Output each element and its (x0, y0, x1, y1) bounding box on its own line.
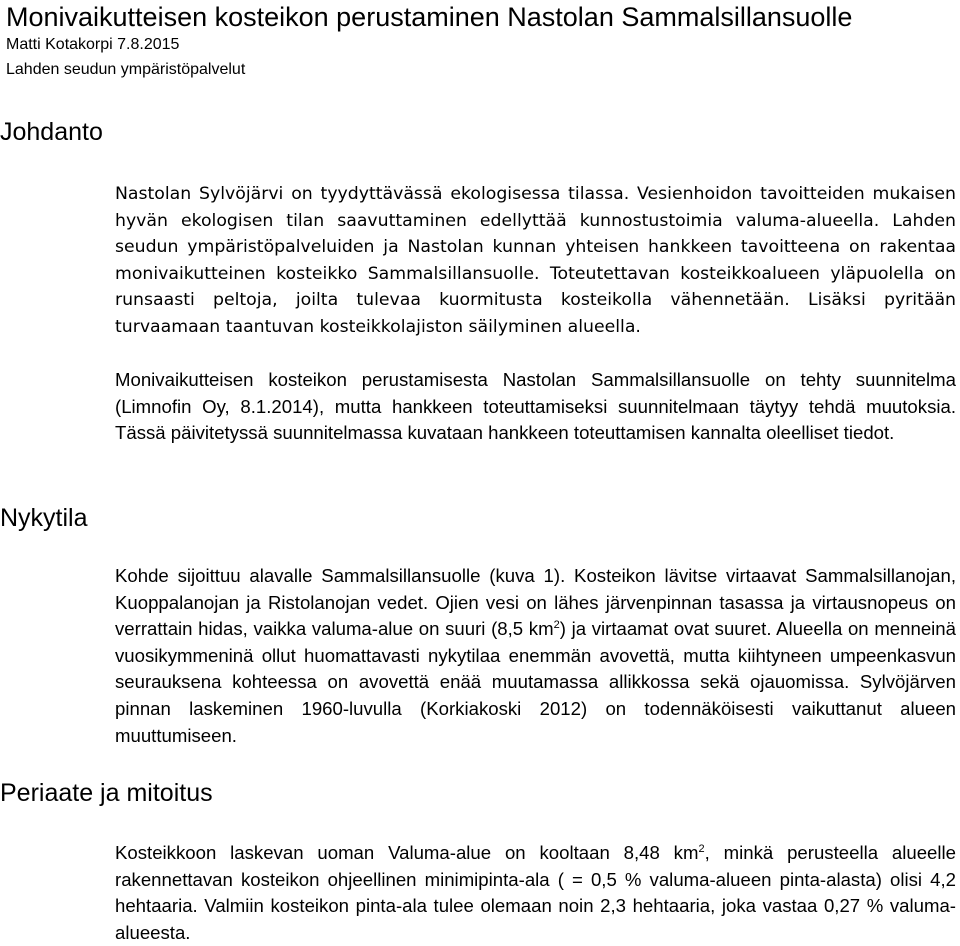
nykytila-text-b: ) ja virtaamat ovat suuret. Alueella on menneinä vuosikymmeninä ollut huomattavasti nykytilaa enemmän avovettä, mutta kiihtyneen umpeenkasvun seurauksena kohteessa on avovettä enää muutamassa allikkossa sekä ojauomissa. Sylvöjärven pinnan laskeminen 1960-luvulla (Korkiakoski 2012) on todennäköisesti vaikuttanut alueen muuttumiseen. (115, 618, 956, 746)
periaate-text-b: , minkä perusteella alueelle rakennettavan kosteikon ohjeellinen minimipinta-ala ( = 0,5 % valuma-alueen pinta-alasta) olisi 4,2 hehtaaria. Valmiin kosteikon pinta-ala tulee olemaan noin 2,3 hehtaaria, joka vastaa 0,27 % valuma-alueesta. (115, 842, 956, 943)
johdanto-paragraph-1: Nastolan Sylvöjärvi on tyydyttävässä ekologisessa tilassa. Vesienhoidon tavoitteiden mukaisen hyvän ekologisen tilan saavuttaminen edellyttää kunnostustoimia valuma-alueella. Lahden seudun ympäristöpalveluiden ja Nastolan kunnan yhteisen hankkeen tavoitteena on rakentaa monivaikutteinen kosteikko Sammalsillansuolle. Toteutettavan kosteikkoalueen yläpuolella on runsaasti peltoja, joilta tulevaa kuormitusta kosteikolla vähennetään. Lisäksi pyritään turvaamaan taantuvan kosteikkolajiston säilyminen alueella. (115, 184, 956, 337)
superscript-2: 2 (553, 619, 560, 631)
periaate-paragraph (115, 840, 956, 946)
organization: Lahden seudun ympäristöpalvelut (6, 61, 246, 78)
periaate-text-a: Kosteikkoon laskevan uoman Valuma-alue on kooltaan 8,48 km (115, 842, 699, 863)
author-date: Matti Kotakorpi 7.8.2015 (6, 36, 180, 53)
heading-johdanto: Johdanto (0, 118, 103, 146)
heading-nykytila: Nykytila (0, 504, 88, 532)
heading-periaate-ja-mitoitus: Periaate ja mitoitus (0, 779, 213, 807)
nykytila-text-a: Kohde sijoittuu alavalle Sammalsillansuolle (kuva 1). Kosteikon lävitse virtaavat Sammalsillanojan, Kuoppalanojan ja Ristolanojan vedet. Ojien vesi on lähes järvenpinnan tasassa ja virtausnopeus on verrattain hidas, vaikka valuma-alue on suuri (8,5 km (115, 565, 956, 640)
document-title: Monivaikutteisen kosteikon perustaminen Nastolan Sammalsillansuolle (6, 2, 853, 32)
johdanto-paragraph-2: Monivaikutteisen kosteikon perustamisesta Nastolan Sammalsillansuolle on tehty suunnitelma (Limnofin Oy, 8.1.2014), mutta hankkeen toteuttamiseksi suunnitelmaan täytyy tehdä muutoksia. Tässä päivitetyssä suunnitelmassa kuvataan hankkeen toteuttamisen kannalta oleelliset tiedot. (115, 369, 956, 444)
superscript-2: 2 (698, 842, 705, 855)
nykytila-paragraph (115, 563, 956, 749)
